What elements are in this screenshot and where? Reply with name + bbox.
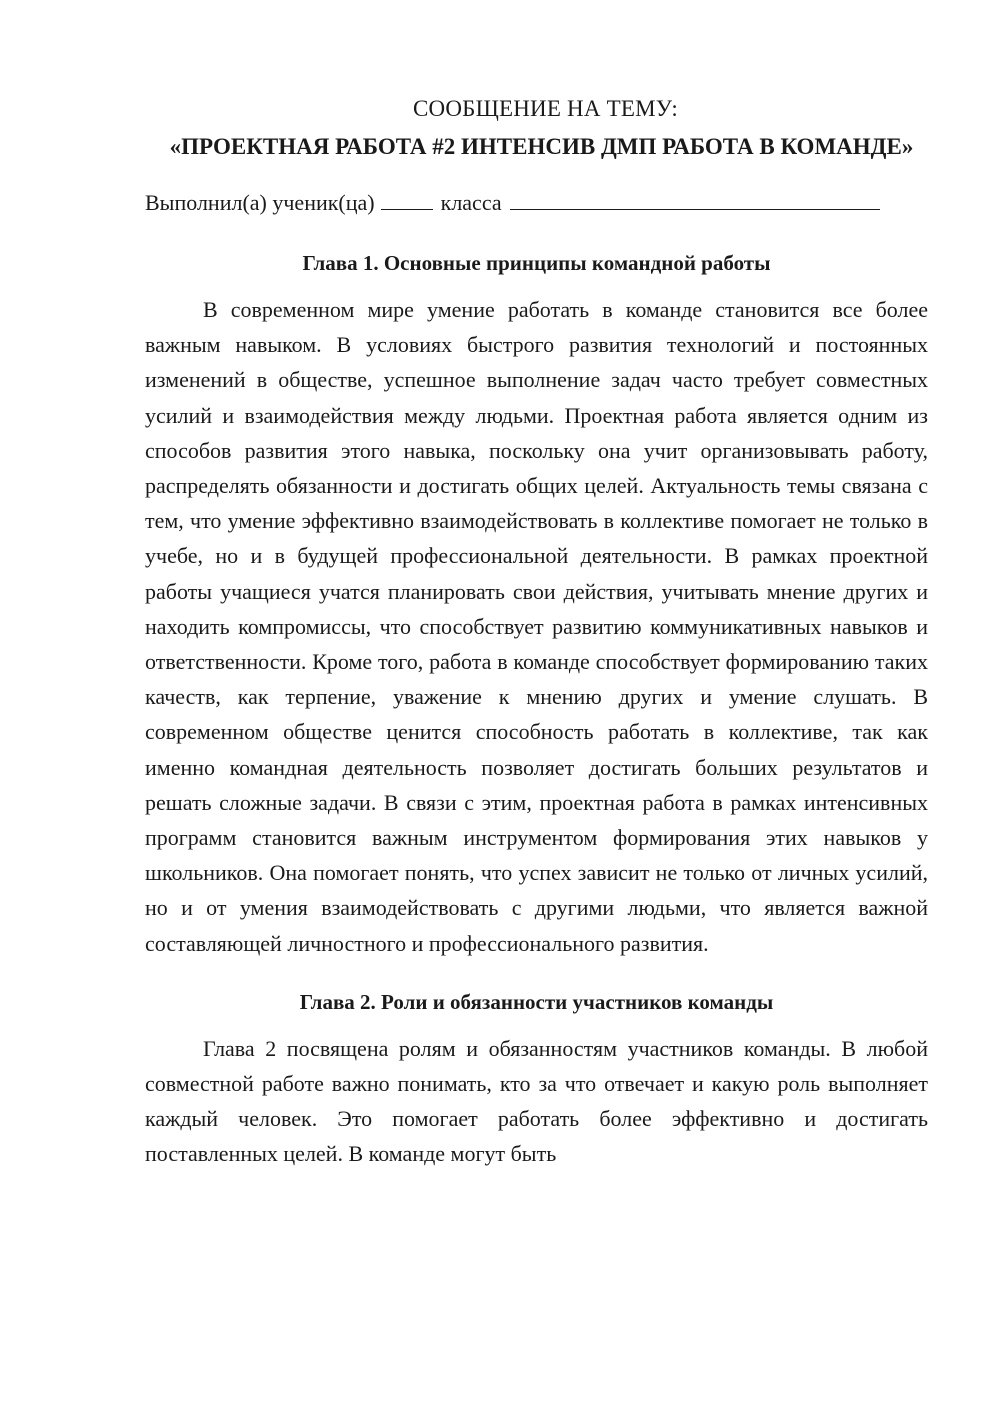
author-line [145,186,928,220]
name-blank [510,187,880,210]
subject-line: СООБЩЕНИЕ НА ТЕМУ: [413,96,678,121]
class-word: класса [440,190,502,215]
author-prefix: Выполнил(а) ученик(ца) [145,190,375,215]
chapter-1-paragraph: В современном мире умение работать в команде становится все более важным навыком. В условиях быстрого развития технологий и постоянных изменений в обществе, успешное выполнение задач часто требует совместных усилий и взаимодействия между людьми. Проектная работа является одним из способов развития этого навыка, поскольку она учит организовывать работу, распределять обязанности и достигать общих целей. Актуальность темы связана с тем, что умение эффективно взаимодействовать в коллективе помогает не только в учебе, но и в будущей профессиональной деятельности. В рамках проектной работы учащиеся учатся планировать свои действия, учитывать мнение других и находить компромиссы, что способствует развитию коммуникативных навыков и ответственности. Кроме того, работа в команде способствует формированию таких качеств, как терпение, уважение к мнению других и умение слушать. В современном обществе ценится способность работать в коллективе, так как именно командная деятельность позволяет достигать больших результатов и решать сложные задачи. В связи с этим, проектная работа в рамках интенсивных программ становится важным инструментом формирования этих навыков у школьников. Она помогает понять, что успех зависит не только от личных усилий, но и от умения взаимодействовать с другими людьми, что является важной составляющей личностного и профессионального развития. [145,297,928,956]
document-page [145,92,928,1172]
chapter-2-paragraph: Глава 2 посвящена ролям и обязанностям участников команды. В любой совместной работе важно понимать, кто за что отвечает и какую роль выполняет каждый человек. Это помогает работать более эффективно и достигать поставленных целей. В команде могут быть [145,1035,928,1167]
document-title: «ПРОЕКТНАЯ РАБОТА #2 ИНТЕНСИВ ДМП РАБОТА В КОМАНДЕ» [169,134,914,159]
chapter-1-heading: Глава 1. Основные принципы командной работы [302,251,771,275]
chapter-2-heading: Глава 2. Роли и обязанности участников команды [299,989,774,1014]
grade-blank [381,187,433,210]
